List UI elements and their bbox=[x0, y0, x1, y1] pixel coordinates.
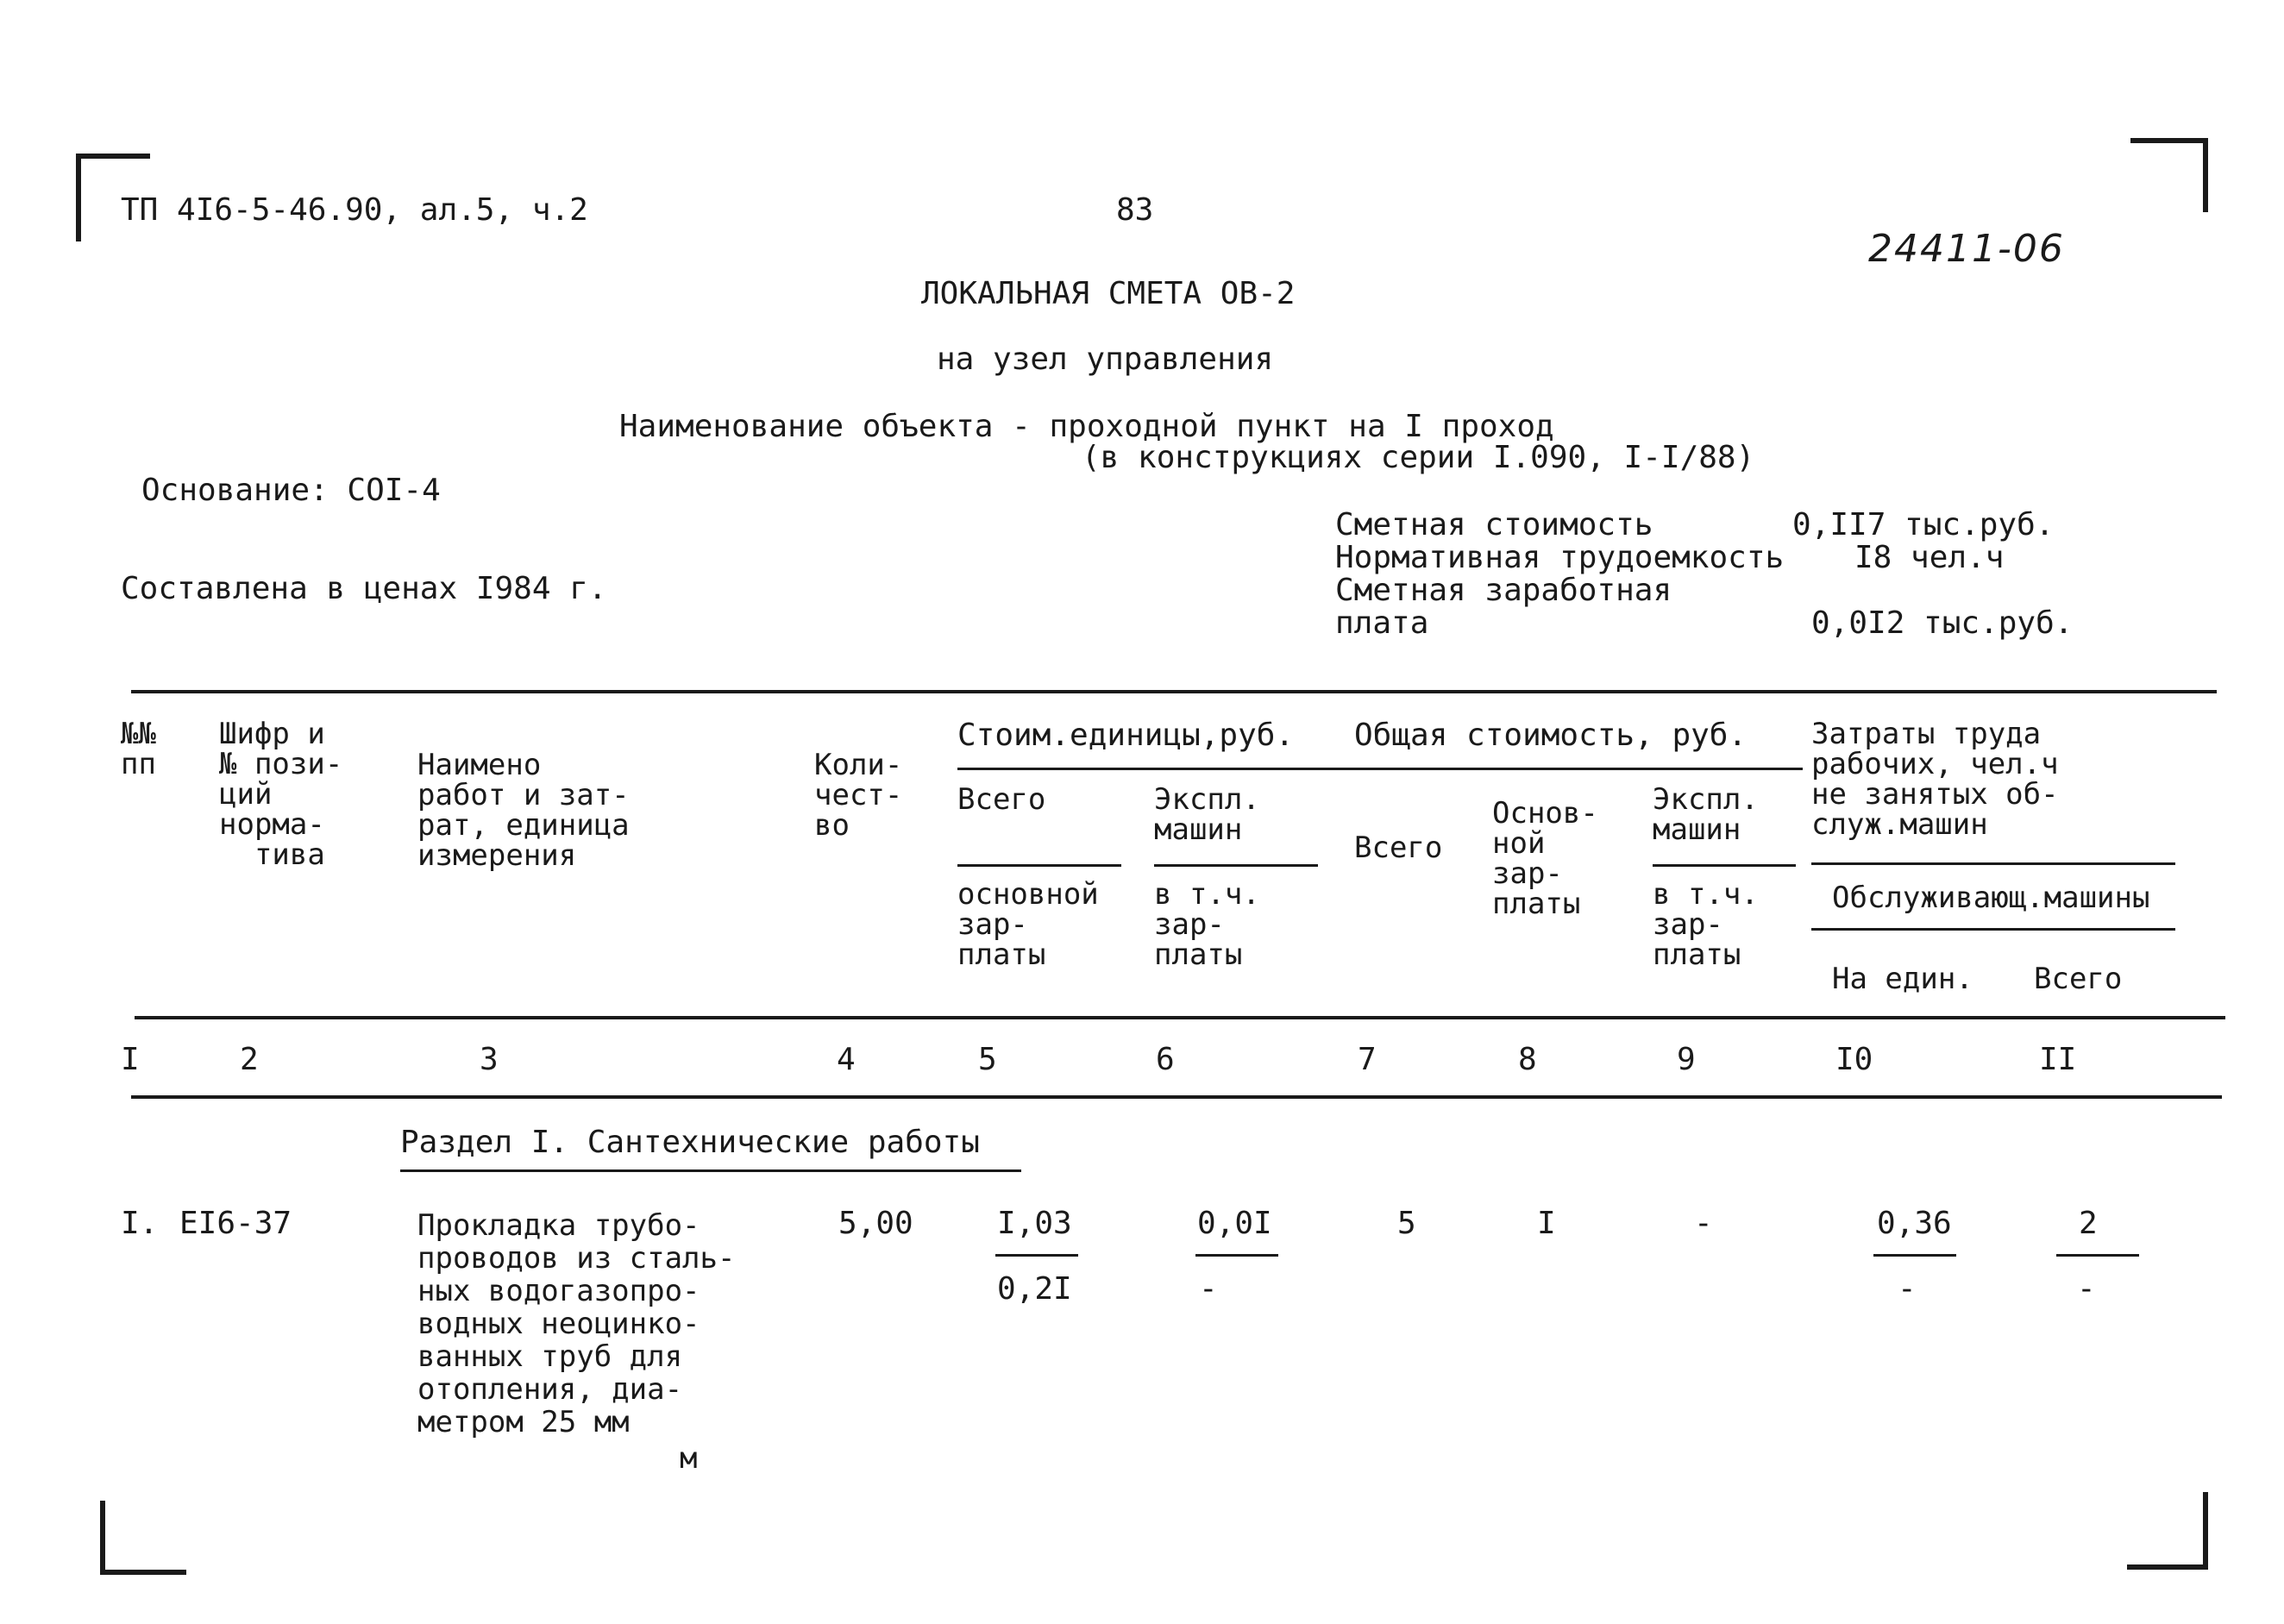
table-top-rule bbox=[131, 690, 2217, 693]
row-labor-per-unit: 0,36 bbox=[1877, 1206, 1952, 1241]
section-title-underline bbox=[400, 1169, 1021, 1172]
basis-text: Основание: СОI-4 bbox=[141, 473, 441, 508]
row-unit-wage: 0,2I bbox=[997, 1271, 1072, 1307]
summary-labor-label: Нормативная трудоемкость bbox=[1335, 540, 1785, 575]
fraction-rule bbox=[1195, 1254, 1278, 1257]
column-number: I0 bbox=[1835, 1042, 1873, 1077]
corner-mark-bottom-left bbox=[100, 1501, 105, 1575]
col-name-header: Наимено работ и зат- рат, единица измерения bbox=[417, 748, 630, 873]
corner-mark-bottom-right bbox=[2127, 1564, 2208, 1570]
col6-top-header: Экспл. машин bbox=[1154, 782, 1260, 847]
page-number: 83 bbox=[1116, 192, 1154, 228]
column-number: 8 bbox=[1518, 1042, 1537, 1077]
corner-mark-bottom-left bbox=[100, 1570, 186, 1575]
per-unit-header: На един. bbox=[1832, 962, 1973, 996]
service-machines-header: Обслуживающ.машины bbox=[1832, 881, 2150, 915]
summary-wage-value: 0,0I2 тыс.руб. bbox=[1811, 605, 2074, 641]
summary-cost-value: 0,II7 тыс.руб. bbox=[1792, 507, 2055, 542]
labor-total-header: Всего bbox=[2034, 962, 2123, 996]
column-number: II bbox=[2039, 1042, 2077, 1077]
corner-mark-top-right bbox=[2130, 138, 2208, 143]
summary-wage-label-2: плата bbox=[1335, 605, 1429, 641]
fraction-rule bbox=[2056, 1254, 2139, 1257]
column-number: 7 bbox=[1358, 1042, 1377, 1077]
col8-header: Основ- ной зар- платы bbox=[1492, 796, 1598, 921]
row-unit-total: I,03 bbox=[997, 1206, 1072, 1241]
unit-cost-group-header: Стоим.единицы,руб. bbox=[957, 718, 1295, 753]
row-total-machines: - bbox=[1694, 1206, 1713, 1241]
row-unit-machines-wage: - bbox=[1199, 1271, 1218, 1307]
document-reference: ТП 4I6-5-46.90, ал.5, ч.2 bbox=[121, 192, 588, 228]
section-title: Раздел I. Сантехнические работы bbox=[400, 1125, 980, 1160]
column-number: I bbox=[121, 1042, 140, 1077]
col9-top-header: Экспл. машин bbox=[1653, 782, 1759, 847]
corner-mark-top-left bbox=[76, 154, 81, 241]
total-cost-group-header: Общая стоимость, руб. bbox=[1354, 718, 1748, 753]
row-quantity: 5,00 bbox=[838, 1206, 913, 1241]
column-number: 6 bbox=[1156, 1042, 1175, 1077]
col6-bottom-header: в т.ч. зар- платы bbox=[1154, 877, 1260, 972]
page-title: ЛОКАЛЬНАЯ СМЕТА ОВ-2 bbox=[921, 276, 1296, 311]
column-number: 9 bbox=[1677, 1042, 1696, 1077]
column-number: 4 bbox=[837, 1042, 856, 1077]
summary-wage-label: Сметная заработная bbox=[1335, 573, 1672, 608]
header-sub-rule bbox=[1154, 864, 1318, 867]
row-labor-per-unit-sub: - bbox=[1898, 1271, 1917, 1307]
row-name: Прокладка трубо- проводов из сталь- ных водогазопро- водных неоцинко- ванных труб для отопления, диа- метром 25 мм bbox=[417, 1208, 736, 1439]
row-unit-machines: 0,0I bbox=[1197, 1206, 1272, 1241]
row-labor-total: 2 bbox=[2079, 1206, 2098, 1241]
object-name: Наименование объекта - проходной пункт на I проход bbox=[619, 409, 1554, 444]
header-sub-rule bbox=[957, 864, 1121, 867]
header-sub-rule bbox=[1811, 928, 2175, 931]
col-quantity-header: Коли- чест- во bbox=[814, 748, 903, 843]
row-total-wage: I bbox=[1537, 1206, 1556, 1241]
corner-mark-top-right bbox=[2203, 138, 2208, 212]
object-series: (в конструкциях серии I.090, I-I/88) bbox=[1082, 440, 1755, 475]
header-group-rule bbox=[957, 768, 1803, 770]
col5-bottom-header: основной зар- платы bbox=[957, 877, 1099, 972]
header-sub-rule bbox=[1811, 862, 2175, 865]
row-number: I. bbox=[121, 1206, 159, 1241]
col7-header: Всего bbox=[1354, 831, 1443, 865]
fraction-rule bbox=[1873, 1254, 1956, 1257]
row-unit: м bbox=[680, 1441, 698, 1476]
summary-cost-label: Сметная стоимость bbox=[1335, 507, 1653, 542]
col9-bottom-header: в т.ч. зар- платы bbox=[1653, 877, 1759, 972]
price-basis-text: Составлена в ценах I984 г. bbox=[121, 571, 607, 606]
col5-top-header: Всего bbox=[957, 782, 1046, 817]
row-total: 5 bbox=[1397, 1206, 1416, 1241]
col-code-header: Шифр и № пози- ций норма- тива bbox=[219, 717, 343, 872]
corner-mark-bottom-right bbox=[2203, 1492, 2208, 1570]
row-code: ЕI6-37 bbox=[179, 1206, 292, 1241]
table-header-bottom-rule bbox=[135, 1016, 2225, 1019]
column-number-rule bbox=[131, 1095, 2222, 1099]
column-number: 5 bbox=[978, 1042, 997, 1077]
archive-number: 24411-06 bbox=[1868, 227, 2065, 271]
column-number: 3 bbox=[480, 1042, 499, 1077]
col-number-header: №№ пп bbox=[121, 717, 156, 781]
labor-group-header: Затраты труда рабочих, чел.ч не занятых об- служ.машин bbox=[1811, 717, 2059, 842]
row-labor-total-sub: - bbox=[2077, 1271, 2096, 1307]
fraction-rule bbox=[995, 1254, 1078, 1257]
summary-labor-value: I8 чел.ч bbox=[1854, 540, 2005, 575]
corner-mark-top-left bbox=[76, 154, 150, 159]
column-number: 2 bbox=[240, 1042, 259, 1077]
header-sub-rule bbox=[1653, 864, 1796, 867]
page-subtitle: на узел управления bbox=[937, 342, 1274, 377]
